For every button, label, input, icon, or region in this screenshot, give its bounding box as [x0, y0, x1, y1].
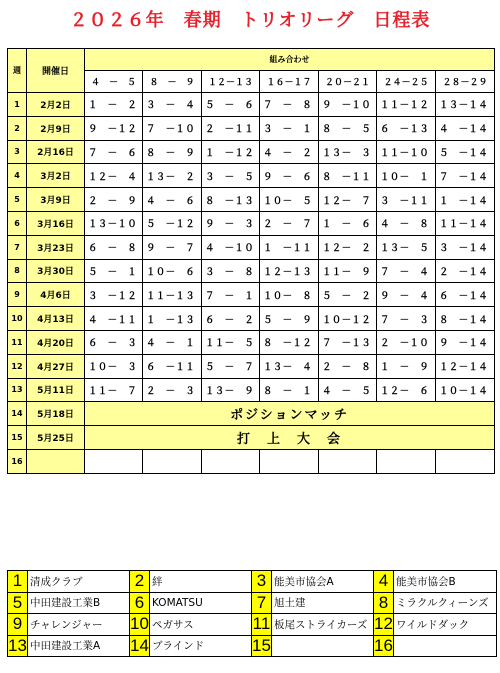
schedule-row — [8, 378, 495, 402]
team-name: 中田建設工業A — [28, 635, 130, 657]
matchup-cell: ２ －１４ — [436, 259, 495, 283]
week-number: 11 — [8, 330, 27, 354]
matchup-cell: ２ － ９ — [85, 188, 143, 212]
matchup-cell: １ － ９ — [377, 354, 436, 378]
team-number: 14 — [130, 635, 149, 655]
event-date: 5月25日 — [27, 426, 85, 450]
special-event-label: 打 上 大 会 — [85, 426, 495, 450]
event-date: 5月11日 — [27, 378, 85, 402]
matchup-cell: １０－ ３ — [85, 354, 143, 378]
matchup-cell: ７ － ８ — [260, 93, 319, 117]
matchup-cell: １０－１２ — [319, 307, 377, 331]
week-number: 14 — [8, 402, 27, 426]
matchup-cell: ５ － ６ — [202, 93, 260, 117]
matchup-cell: ６ － ３ — [85, 330, 143, 354]
matchup-cell: ５ －１２ — [143, 211, 202, 235]
matchup-cell: １１－ ５ — [202, 330, 260, 354]
matchup-cell: ２ － ８ — [319, 354, 377, 378]
matchup-cell: １１－１３ — [143, 283, 202, 307]
matchup-cell: ４ － ８ — [377, 211, 436, 235]
matchup-cell: １２－ ６ — [377, 378, 436, 402]
week-number: 1 — [8, 93, 27, 117]
matchup-cell: ４ －１４ — [436, 116, 495, 140]
team-number: 15 — [252, 635, 271, 655]
pairing-column-header: ４ － ５ — [85, 71, 143, 93]
team-number: 4 — [374, 571, 394, 593]
pairing-column-header: ２４－２５ — [377, 71, 436, 93]
schedule-row — [8, 164, 495, 188]
matchup-cell: ２ －１１ — [202, 116, 260, 140]
matchup-cell: １ － ２ — [85, 93, 143, 117]
matchup-cell: １２－１４ — [436, 354, 495, 378]
matchup-cell: １１－ ７ — [85, 378, 143, 402]
matchup-cell: ３ －１４ — [436, 235, 495, 259]
week-number: 2 — [8, 116, 27, 140]
matchup-cell: １３－ ２ — [143, 164, 202, 188]
special-event-label: ポジションマッチ — [85, 402, 495, 426]
week-number: 15 — [8, 426, 27, 450]
schedule-row — [8, 283, 495, 307]
matchup-cell: ７ －１０ — [143, 116, 202, 140]
team-row — [8, 635, 497, 657]
matchup-cell: ４ －１０ — [202, 235, 260, 259]
matchup-cell: ２ － ３ — [143, 378, 202, 402]
week-number: 12 — [8, 354, 27, 378]
team-name: ミラクルクィーンズ — [394, 592, 497, 614]
matchup-cell: ３ － ８ — [202, 259, 260, 283]
week-number: 13 — [8, 378, 27, 402]
matchup-cell: ８ － ５ — [319, 116, 377, 140]
pairing-column-header: ２８－２９ — [436, 71, 495, 93]
event-date: 2月16日 — [27, 140, 85, 164]
pairing-column-header: １２－１３ — [202, 71, 260, 93]
team-row — [8, 592, 497, 614]
event-date: 4月13日 — [27, 307, 85, 331]
matchup-cell: ６ － ８ — [85, 235, 143, 259]
week-number: 16 — [8, 449, 27, 473]
matchup-cell: ４ － ２ — [260, 140, 319, 164]
event-date: 3月30日 — [27, 259, 85, 283]
team-number: 3 — [252, 571, 272, 593]
matchup-cell: ５ － ７ — [202, 354, 260, 378]
matchup-cell: １０－ ６ — [143, 259, 202, 283]
matchup-cell: １０－ ５ — [260, 188, 319, 212]
matchup-cell: ９ － ７ — [143, 235, 202, 259]
matchup-cell: ３ － １ — [260, 116, 319, 140]
matchup-cell: １ －１４ — [436, 188, 495, 212]
team-number: 12 — [374, 614, 393, 634]
matchup-cell: １ －１２ — [202, 140, 260, 164]
matchup-cell: ５ － １ — [85, 259, 143, 283]
matchup-cell — [85, 449, 143, 473]
matchup-cell: ２ －１０ — [377, 330, 436, 354]
team-name: 板尾ストライカーズ — [272, 614, 374, 636]
matchup-cell: １１－１２ — [377, 93, 436, 117]
event-date: 3月23日 — [27, 235, 85, 259]
matchup-cell: ２ － ７ — [260, 211, 319, 235]
team-name: 旭土建 — [272, 592, 374, 614]
team-name: チャレンジャー — [28, 614, 130, 636]
team-number: 5 — [8, 592, 28, 614]
event-date: 5月18日 — [27, 402, 85, 426]
matchup-cell: ５ －１４ — [436, 140, 495, 164]
event-date: 3月9日 — [27, 188, 85, 212]
matchup-cell: １０－ １ — [377, 164, 436, 188]
matchup-cell: ７ － １ — [202, 283, 260, 307]
week-number: 3 — [8, 140, 27, 164]
team-name: 能美市協会A — [272, 571, 374, 593]
matchup-cell: １３－ ４ — [260, 354, 319, 378]
matchup-cell — [202, 449, 260, 473]
matchup-cell — [319, 449, 377, 473]
matchup-cell: １２－ ２ — [319, 235, 377, 259]
week-column-header: 週 — [8, 49, 27, 93]
matchup-cell: １０－ ８ — [260, 283, 319, 307]
team-name: ペガサス — [150, 614, 252, 636]
week-number: 10 — [8, 307, 27, 331]
matchup-cell: １３－１０ — [85, 211, 143, 235]
schedule-row — [8, 93, 495, 117]
matchup-cell: ８ －１４ — [436, 307, 495, 331]
matchup-cell: ９ － ４ — [377, 283, 436, 307]
matchup-cell: １ －１１ — [260, 235, 319, 259]
schedule-table — [7, 48, 495, 474]
matchup-cell: ６ －１１ — [143, 354, 202, 378]
matchup-cell: ３ －１２ — [85, 283, 143, 307]
matchup-cell: １１－ ９ — [319, 259, 377, 283]
matchup-cell: ７ － ３ — [377, 307, 436, 331]
matchup-cell — [143, 449, 202, 473]
event-date: 4月6日 — [27, 283, 85, 307]
matchup-cell: １２－ ４ — [85, 164, 143, 188]
matchup-cell: ７ － ６ — [85, 140, 143, 164]
date-column-header: 開催日 — [27, 49, 85, 93]
matchup-cell: ７ － ４ — [377, 259, 436, 283]
matchup-cell: ９ －１０ — [319, 93, 377, 117]
team-name — [394, 635, 497, 657]
matchup-cell: ６ －１３ — [377, 116, 436, 140]
matchup-cell: ７ －１３ — [319, 330, 377, 354]
schedule-row — [8, 449, 495, 473]
event-date: 2月2日 — [27, 93, 85, 117]
matchup-cell: １３－ ３ — [319, 140, 377, 164]
team-row — [8, 614, 497, 636]
team-number: 8 — [374, 592, 394, 614]
team-number: 1 — [8, 571, 28, 593]
schedule-row — [8, 188, 495, 212]
matchup-cell — [377, 449, 436, 473]
schedule-row — [8, 235, 495, 259]
event-date — [27, 449, 85, 473]
matchup-cell — [260, 449, 319, 473]
matchup-cell: ３ －１１ — [377, 188, 436, 212]
week-number: 4 — [8, 164, 27, 188]
matchup-cell: ７ －１４ — [436, 164, 495, 188]
week-number: 5 — [8, 188, 27, 212]
schedule-row — [8, 330, 495, 354]
schedule-row — [8, 354, 495, 378]
team-number: 7 — [252, 592, 272, 614]
matchup-cell: １３－１４ — [436, 93, 495, 117]
event-date: 2月9日 — [27, 116, 85, 140]
pairing-group-header: 組み合わせ — [85, 49, 495, 71]
page-title: ２０２６年 春期 トリオリーグ 日程表 — [69, 10, 431, 31]
schedule-row — [8, 402, 495, 426]
team-number: 13 — [8, 635, 27, 655]
matchup-cell: １３－ ９ — [202, 378, 260, 402]
matchup-cell: １２－１３ — [260, 259, 319, 283]
matchup-cell: ５ － ９ — [260, 307, 319, 331]
team-row — [8, 571, 497, 593]
week-number: 9 — [8, 283, 27, 307]
team-list-table — [7, 570, 497, 657]
team-number: 11 — [252, 614, 271, 634]
matchup-cell: ８ － ９ — [143, 140, 202, 164]
team-name: 清成クラブ — [28, 571, 130, 593]
team-name: 能美市協会B — [394, 571, 497, 593]
schedule-row — [8, 140, 495, 164]
matchup-cell: ９ － ３ — [202, 211, 260, 235]
event-date: 3月2日 — [27, 164, 85, 188]
matchup-cell: ３ － ４ — [143, 93, 202, 117]
matchup-cell: ８ －１３ — [202, 188, 260, 212]
team-name: KOMATSU — [150, 592, 252, 614]
schedule-row — [8, 259, 495, 283]
matchup-cell: ４ － １ — [143, 330, 202, 354]
matchup-cell: １ － ６ — [319, 211, 377, 235]
matchup-cell: １２－ ７ — [319, 188, 377, 212]
team-name: ブラインド — [150, 635, 252, 657]
matchup-cell: ８ － １ — [260, 378, 319, 402]
matchup-cell: ９ －１２ — [85, 116, 143, 140]
event-date: 4月20日 — [27, 330, 85, 354]
schedule-row — [8, 116, 495, 140]
event-date: 4月27日 — [27, 354, 85, 378]
schedule-row — [8, 307, 495, 331]
team-name: ワイルドダック — [394, 614, 497, 636]
matchup-cell: ６ －１４ — [436, 283, 495, 307]
matchup-cell: ４ － ６ — [143, 188, 202, 212]
matchup-cell: １３－ ５ — [377, 235, 436, 259]
pairing-column-header: ８ － ９ — [143, 71, 202, 93]
matchup-cell: １ －１３ — [143, 307, 202, 331]
team-name: 絆 — [150, 571, 252, 593]
week-number: 6 — [8, 211, 27, 235]
week-number: 7 — [8, 235, 27, 259]
schedule-row — [8, 211, 495, 235]
pairing-column-header: １６－１７ — [260, 71, 319, 93]
team-number: 9 — [8, 614, 28, 636]
matchup-cell: １０－１４ — [436, 378, 495, 402]
matchup-cell: ８ －１１ — [319, 164, 377, 188]
week-number: 8 — [8, 259, 27, 283]
team-number: 6 — [130, 592, 150, 614]
matchup-cell: ５ － ２ — [319, 283, 377, 307]
matchup-cell: ４ － ５ — [319, 378, 377, 402]
team-name: 中田建設工業B — [28, 592, 130, 614]
team-number: 2 — [130, 571, 150, 593]
pairing-column-header: ２０－２１ — [319, 71, 377, 93]
team-number: 10 — [130, 614, 149, 634]
matchup-cell: １１－１４ — [436, 211, 495, 235]
matchup-cell: ４ －１１ — [85, 307, 143, 331]
matchup-cell: １１－１０ — [377, 140, 436, 164]
matchup-cell: ８ －１２ — [260, 330, 319, 354]
matchup-cell: ６ － ２ — [202, 307, 260, 331]
matchup-cell: ９ － ６ — [260, 164, 319, 188]
event-date: 3月16日 — [27, 211, 85, 235]
matchup-cell: ９ －１４ — [436, 330, 495, 354]
team-name — [272, 635, 374, 657]
matchup-cell — [436, 449, 495, 473]
schedule-row — [8, 426, 495, 450]
team-number: 16 — [374, 635, 393, 655]
matchup-cell: ３ － ５ — [202, 164, 260, 188]
